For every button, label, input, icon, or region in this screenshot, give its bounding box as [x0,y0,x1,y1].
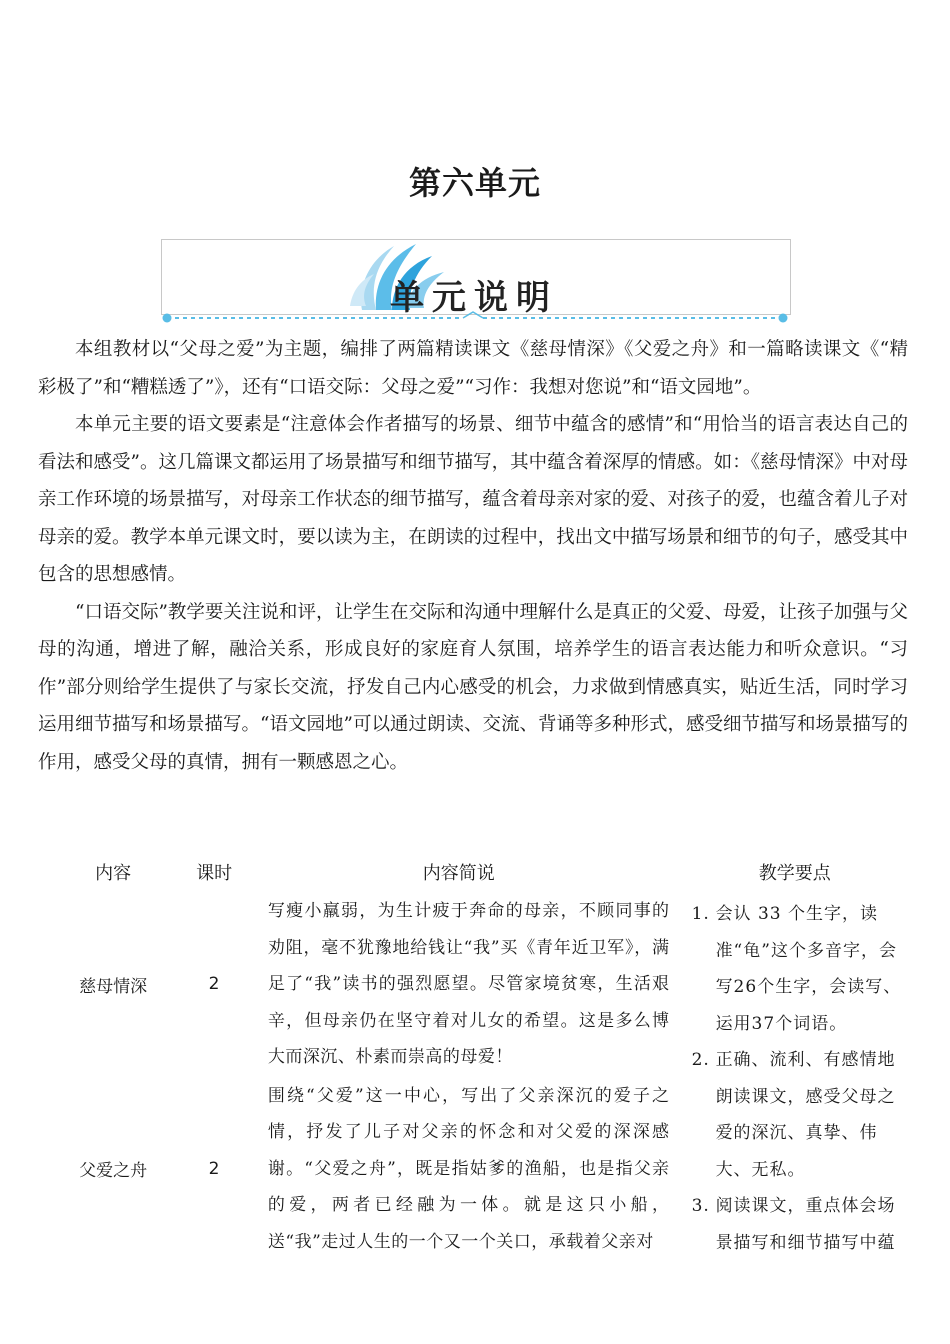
header-hours: 课时 [196,863,233,884]
page-title: 第六单元 [408,164,541,202]
lesson-hours: 2 [208,974,220,995]
paragraph: 本单元主要的语文要素是“注意体会作者描写的场景、细节中蕴含的感情”和“用恰当的语言表达自己的看法和感受”。这几篇课文都运用了场景描写和细节描写，其中蕴含着深厚的情感。如：《慈母情深》中对母亲工作环境的场景描写，对母亲工作状态的细节描写，蕴含着母亲对家的爱、对孩子的爱，也蕴含着儿子对母亲的爱。教学本单元课文时，要以读为主，在朗读的过程中，找出文中描写场景和细节的句子，感受其中包含的思想感情。 [38,414,908,585]
unit-description [38,331,908,781]
lesson-table [38,852,912,1261]
paragraph: 本组教材以“父母之爱”为主题，编排了两篇精读课文《慈母情深》《父爱之舟》和一篇略读课文《“精彩极了”和“糟糕透了”》，还有“口语交际：父母之爱”“习作：我想对您说”和“语文园地”。 [38,339,908,398]
lesson-desc: 围绕“父爱”这一中心，写出了父亲深沉的爱子之情，抒发了儿子对父亲的怀念和对父爱的深深感谢。“父爱之舟”，既是指姑爹的渔船，也是指父亲的爱，两者已经融为一体。就是这只小船，送“我”走过人生的一个又一个关口，承载着父亲对 [267,1085,670,1252]
banner-title: 单元说明 [390,278,558,318]
teaching-points [678,892,912,1261]
point-item: 3. 阅读课文，重点体会场景描写和细节描写中蕴 [691,1196,896,1253]
lesson-desc: 写瘦小羸弱，为生计疲于奔命的母亲，不顾同事的劝阻，毫不犹豫地给钱让“我”买《青年近卫军》，满足了“我”读书的强烈愿望。尽管家境贫寒，生活艰辛，但母亲仍在坚守着对儿女的希望。这是多么博大而深沉、朴素而崇高的母爱！ [267,901,670,1067]
point-item: 1. 会认 33 个生字，读准“龟”这个多音字，会写26个生字，会读写、运用37个词语。 [691,904,902,1034]
paragraph: “口语交际”教学要关注说和评，让学生在交际和沟通中理解什么是真正的父爱、母爱，让孩子加强与父母的沟通，增进了解，融洽关系，形成良好的家庭育人氛围，培养学生的语言表达能力和听众意识。“习作”部分则给学生提供了与家长交流，抒发自己内心感受的机会，力求做到情感真实，贴近生活，同时学习运用细节描写和场景描写。“语文园地”可以通过朗读、交流、背诵等多种形式，感受细节描写和场景描写的作用，感受父母的真情，拥有一颗感恩之心。 [38,601,908,773]
header-name: 内容 [95,863,132,884]
header-points: 教学要点 [758,863,831,884]
table-header-row [38,852,912,892]
lesson-name: 父爱之舟 [79,1161,148,1182]
lesson-hours: 2 [208,1158,220,1179]
header-desc: 内容简说 [422,863,495,884]
table-row [38,892,912,1077]
lesson-name: 慈母情深 [79,976,148,997]
point-item: 2. 正确、流利、有感情地朗读课文，感受父母之爱的深沉、真挚、伟大、无私。 [691,1050,896,1180]
